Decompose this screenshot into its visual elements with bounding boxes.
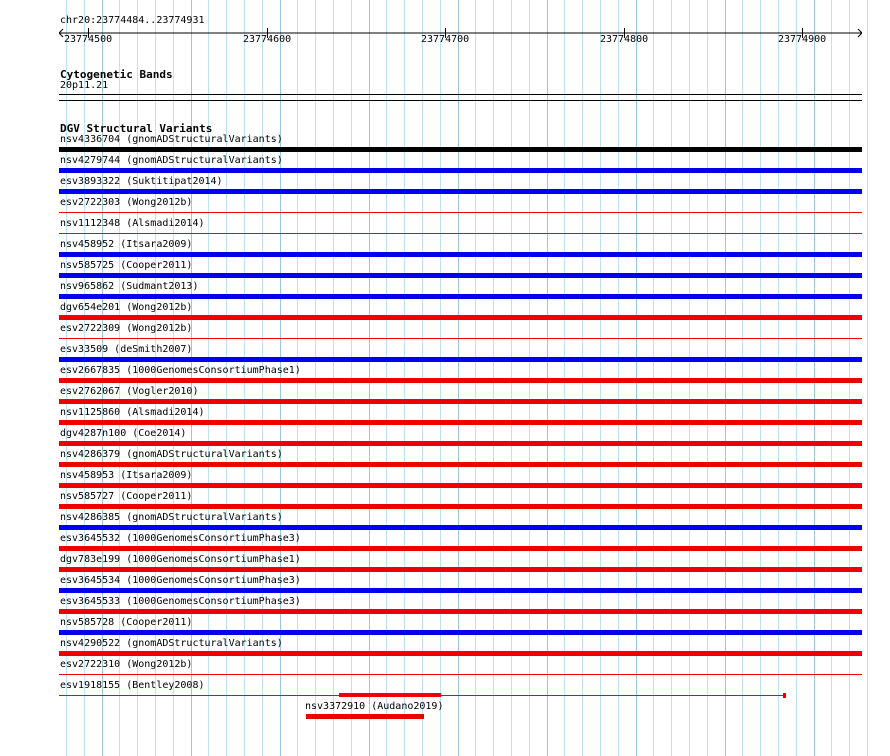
sv-label[interactable]: esv33509 (deSmith2007) <box>60 344 193 355</box>
sv-feature-label[interactable]: nsv3372910 (Audano2019) <box>305 701 444 712</box>
sv-label[interactable]: dgv4287n100 (Coe2014) <box>60 428 187 439</box>
sv-label[interactable]: nsv4279744 (gnomADStructuralVariants) <box>60 155 283 166</box>
sv-label[interactable]: nsv4286379 (gnomADStructuralVariants) <box>60 449 283 460</box>
sv-label[interactable]: esv3645532 (1000GenomesConsortiumPhase3) <box>60 533 301 544</box>
sv-feature-bar[interactable] <box>59 609 862 614</box>
sv-label[interactable]: nsv4336704 (gnomADStructuralVariants) <box>60 134 283 145</box>
sv-label[interactable]: esv2667835 (1000GenomesConsortiumPhase1) <box>60 365 301 376</box>
sv-label[interactable]: nsv1112348 (Alsmadi2014) <box>60 218 205 229</box>
sv-feature-bar[interactable] <box>59 546 862 551</box>
ruler-tick-label: 23774500 <box>64 34 113 45</box>
sv-feature-bar[interactable] <box>59 588 862 593</box>
sv-feature-bar[interactable] <box>59 420 862 425</box>
sv-feature-bar[interactable] <box>59 378 862 383</box>
sv-feature-bar[interactable] <box>59 273 862 278</box>
sv-label[interactable]: nsv585725 (Cooper2011) <box>60 260 193 271</box>
sv-label[interactable]: esv3893322 (Suktitipat2014) <box>60 176 223 187</box>
grid-line <box>867 0 868 756</box>
sv-feature-line[interactable] <box>59 338 862 339</box>
sv-label[interactable]: esv2762067 (Vogler2010) <box>60 386 199 397</box>
sv-feature-bar[interactable] <box>59 147 862 152</box>
sv-label[interactable]: dgv654e201 (Wong2012b) <box>60 302 193 313</box>
sv-feature-bar[interactable] <box>59 168 862 173</box>
sv-feature-bar[interactable] <box>59 567 862 572</box>
sv-feature-end[interactable] <box>783 693 786 698</box>
cytoband-track-title[interactable]: Cytogenetic Bands <box>60 68 173 81</box>
sv-label[interactable]: esv2722310 (Wong2012b) <box>60 659 193 670</box>
ruler-tick-label: 23774600 <box>243 34 292 45</box>
sv-label[interactable]: esv2722303 (Wong2012b) <box>60 197 193 208</box>
sv-feature-bar[interactable] <box>59 189 862 194</box>
sv-feature-line[interactable] <box>59 233 862 234</box>
sv-feature-bar[interactable] <box>59 294 862 299</box>
sv-feature-bar[interactable] <box>59 252 862 257</box>
sv-feature-bar[interactable] <box>59 630 862 635</box>
sv-label[interactable]: nsv1125860 (Alsmadi2014) <box>60 407 205 418</box>
ruler-tick-label: 23774700 <box>421 34 470 45</box>
sv-label[interactable]: nsv585727 (Cooper2011) <box>60 491 193 502</box>
sv-label[interactable]: nsv458953 (Itsara2009) <box>60 470 193 481</box>
sv-feature-bar[interactable] <box>59 651 862 656</box>
sv-label[interactable]: nsv4290522 (gnomADStructuralVariants) <box>60 638 283 649</box>
sv-feature-bar[interactable] <box>59 315 862 320</box>
sv-feature-bar[interactable] <box>59 525 862 530</box>
dgv-track-title[interactable]: DGV Structural Variants <box>60 122 213 135</box>
sv-feature-line[interactable] <box>59 674 862 675</box>
sv-feature-bar[interactable] <box>59 357 862 362</box>
sv-feature-bar[interactable] <box>59 462 862 467</box>
sv-feature-line[interactable] <box>59 212 862 213</box>
sv-label[interactable]: esv3645533 (1000GenomesConsortiumPhase3) <box>60 596 301 607</box>
sv-feature-audano[interactable] <box>306 714 424 719</box>
sv-feature-bar[interactable] <box>59 504 862 509</box>
ruler-tick-label: 23774900 <box>778 34 827 45</box>
sv-label[interactable]: esv1918155 (Bentley2008) <box>60 680 205 691</box>
region-label: chr20:23774484..23774931 <box>60 15 205 26</box>
sv-feature-bar[interactable] <box>59 483 862 488</box>
ruler-tick-label: 23774800 <box>600 34 649 45</box>
sv-label[interactable]: nsv965862 (Sudmant2013) <box>60 281 199 292</box>
sv-label[interactable]: dgv783e199 (1000GenomesConsortiumPhase1) <box>60 554 301 565</box>
sv-feature-bar[interactable] <box>59 399 862 404</box>
sv-feature-bentley-block[interactable] <box>339 693 441 697</box>
sv-label[interactable]: nsv585728 (Cooper2011) <box>60 617 193 628</box>
sv-label[interactable]: esv2722309 (Wong2012b) <box>60 323 193 334</box>
sv-label[interactable]: nsv4286385 (gnomADStructuralVariants) <box>60 512 283 523</box>
sv-label[interactable]: esv3645534 (1000GenomesConsortiumPhase3) <box>60 575 301 586</box>
cytoband-bar-top <box>59 94 862 95</box>
sv-feature-bar[interactable] <box>59 441 862 446</box>
cytoband-bar-bottom <box>59 100 862 101</box>
sv-label[interactable]: nsv458952 (Itsara2009) <box>60 239 193 250</box>
cytoband-label: 20p11.21 <box>60 80 109 91</box>
